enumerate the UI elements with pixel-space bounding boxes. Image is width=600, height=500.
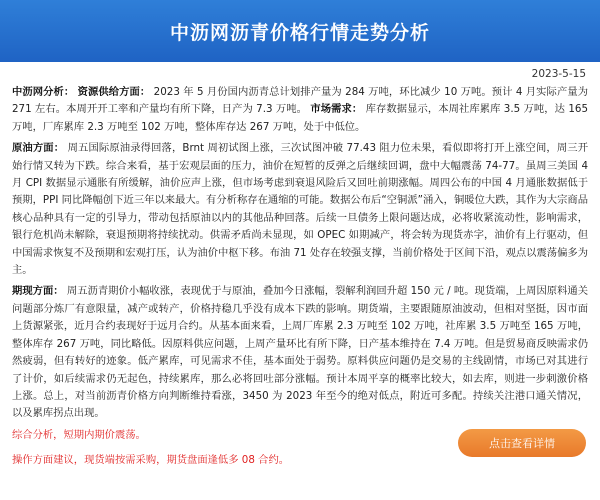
page-title: 中沥网沥青价格行情走势分析 [169, 21, 430, 44]
analysis-content [0, 82, 600, 423]
supply-text: 2023 年 5 月份国内沥青总计划排产量为 284 万吨，环比减少 10 万吨。预计 4 月实际产量为 271 左右。本周开开工率和产量均有所下降，日产为 7.3 万吨。 [12, 86, 588, 116]
view-details-button[interactable]: 点击查看详情 [458, 429, 586, 457]
page-header [0, 0, 600, 62]
brand-label: 中沥网分析： [12, 86, 75, 98]
supply-paragraph [12, 84, 588, 136]
market-label: 市场需求： [310, 103, 363, 116]
report-date: 2023-5-15 [531, 68, 586, 80]
futures-paragraph [12, 283, 588, 422]
supply-label: 资源供给方面： [77, 86, 151, 98]
market-text: 库存数据显示，本周社库累库 3.5 万吨，达 165 万吨，厂库累库 2.3 万吨至 102 万吨，整体库存达 267 万吨，处于中低位。 [12, 103, 589, 133]
footer [0, 427, 600, 470]
crude-paragraph [12, 140, 588, 279]
crude-text: 周五国际原油录得回落，Brnt 周初试图上涨，三次试图冲破 77.43 阻力位未果，看似即将打开上涨空间，周三开始行情又转为下跌。综合来看，基于宏观层面的压力，油价在短暂的反弹之后继续回调，盘中大幅震荡 74-77。虽周三美国 4 月 CPI 数据显示通胀有所缓解，油价应声上涨，但市场考虑到衰退风险后又回吐前期涨幅。周四公布的中国 4 月通胀数据低于预期，PPI 同比降幅创下近三年以来最大。有分析称存在通缩的可能。数据公布后“空铜派”涌入，铜暖位大跌，其作为大宗商品核心品种具有一定的引导力，带动包括原油以内的其他品种回落。后续一旦债务上限问题达成，必将收紧流动性，影响需求，银行危机尚未解除，衰退预期将持续扰动。供需矛盾尚未显现，如 OPEC 如期减产，将会转为现货赤字，油价有上行驱动，但中国需求恢复不及预期和宏观打压，认为油价中枢下移。布油 71 处存在较强支撑，当前价格处于区间下沿，观点以震荡偏多为主。 [12, 142, 589, 277]
futures-text: 周五沥青期价小幅收涨，表现优于与原油，叠加今日涨幅，裂解利润回升超 150 元 / 吨。现货端，上周因原料通关问题部分炼厂有意限量，减产或转产，价格持稳几乎没有成本下跌的影响。期货端，主要跟随原油波动，但相对坚挺，因市面上货源紧张，近月合约表现好于远月合约。从基本面来看，上周厂库累 2.3 万吨至 102 万吨，社库累 3.5 万吨至 165 万吨，整体库存 267 万吨，同比略低。因原料供应问题，上周产量环比有所下降，日产基本维持在 7.4 万吨。但是贸易商反映需求仍然疲弱，但有转好的迹象。低产累库，可见需求不佳，基本面处于弱势。原料供应问题仍是交易的主线剧情，市场已对其进行了计价，如后续需求仍无起色，持续累库，那么必将回吐部分涨幅。预计本周平享的概率比较大，如去库，则进一步刺激价格上涨。总上，对当前沥青价格方向判断维持看涨，3450 为 2023 年至今的绝对低点，附近可多配。持续关注港口通关情况，以及累库拐点出现。 [12, 285, 589, 420]
futures-label: 期现方面： [12, 285, 64, 298]
crude-label: 原油方面： [12, 142, 65, 155]
advice-text: 操作方面建议，现货端按需采购，期货盘面逢低多 08 合约。 [12, 454, 290, 467]
summary-text: 综合分析，短期内期价震荡。 [12, 428, 146, 441]
